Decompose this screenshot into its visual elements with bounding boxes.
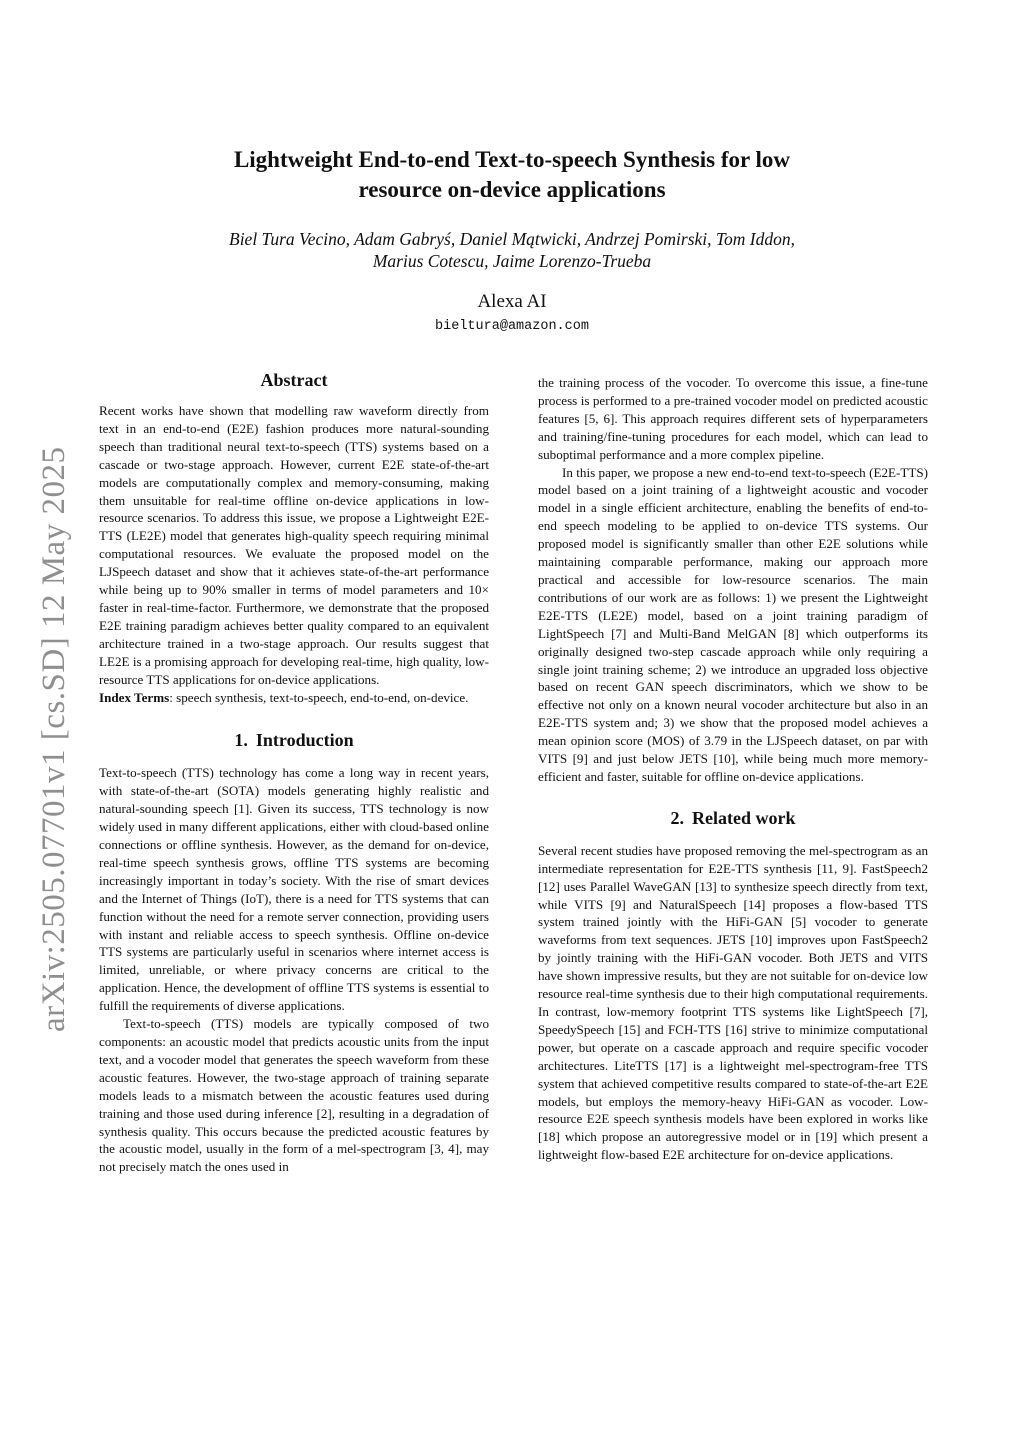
title-line-2: resource on-device applications <box>358 177 666 202</box>
right-column <box>538 374 928 1164</box>
title-line-1: Lightweight End-to-end Text-to-speech Synthesis for low <box>233 147 791 172</box>
index-terms <box>99 689 489 707</box>
left-column <box>99 368 489 1176</box>
section-number: 2. <box>670 807 684 828</box>
abstract-heading: Abstract <box>260 370 328 390</box>
intro-paragraph-3: the training process of the vocoder. To overcome this issue, a fine-tune process is performed to a pre-trained vocoder model on predicted acoustic features [5, 6]. This approach requires different sets of hyperparameters and training/fine-tuning procedures for each model, which can lead to suboptimal performance and a more complex pipeline. <box>538 375 928 462</box>
introduction-heading <box>99 728 489 752</box>
authors-line-2: Marius Cotescu, Jaime Lorenzo-Trueba <box>372 251 652 271</box>
abstract-text: Recent works have shown that modelling raw waveform directly from text in an end-to-end (E2E) fashion produces more natural-sounding speech than traditional neural text-to-speech (TTS) systems based on a cascade or two-stage approach. However, current E2E state-of-the-art models are computationally complex and memory-consuming, making them unsuitable for real-time offline on-device applications in low-resource scenarios. To address this issue, we propose a Lightweight E2E-TTS (LE2E) model that generates high-quality speech requiring minimal computational resources. We evaluate the proposed model on the LJSpeech dataset and show that it achieves state-of-the-art performance while being up to 90% smaller in terms of model parameters and 10× faster in real-time-factor. Furthermore, we demonstrate that the proposed E2E training paradigm achieves better quality compared to an equivalent architecture trained in a two-stage approach. Our results suggest that LE2E is a promising approach for developing real-time, high quality, low-resource TTS applications for on-device applications. <box>99 403 489 687</box>
affiliation: Alexa AI <box>477 291 547 312</box>
related-work-heading <box>538 806 928 830</box>
intro-paragraph-2: Text-to-speech (TTS) models are typically composed of two components: an acoustic model that predicts acoustic units from the input text, and a vocoder model that generates the speech waveform from these acoustic features. However, the two-stage approach of training separate models leads to a mismatch between the acoustic features used during training and those used during inference [2], resulting in a degradation of synthesis quality. This occurs because the predicted acoustic features by the acoustic model, usually in the form of a mel-spectrogram [3, 4], may not precisely match the ones used in <box>99 1016 489 1175</box>
related-work-paragraph-1: Several recent studies have proposed removing the mel-spectrogram as an intermediate representation for E2E-TTS synthesis [11, 9]. FastSpeech2 [12] uses Parallel WaveGAN [13] to synthesize speech directly from text, while VITS [9] and NaturalSpeech [14] proposes a flow-based TTS system trained jointly with the HiFi-GAN [5] vocoder to generate waveforms from text sequences. JETS [10] improves upon FastSpeech2 by jointly training with the HiFi-GAN vocoder. Both JETS and VITS have shown impressive results, but they are not suitable for on-device low resource real-time synthesis due to their high computational requirements. In contrast, low-memory footprint TTS systems like LightSpeech [7], SpeedySpeech [15] and FCH-TTS [16] strive to minimize computational power, but operate on a cascade approach and require specific vocoder architectures. LiteTTS [17] is a lightweight mel-spectrogram-free TTS system that achieved competitive results compared to state-of-the-art E2E models, but employs the memory-heavy HiFi-GAN as vocoder. Low-resource E2E speech synthesis models have been explored in works like [18] which propose an autoregressive model or in [19] which present a lightweight flow-based E2E architecture for on-device applications. <box>538 842 928 1163</box>
author-list <box>140 228 884 272</box>
authors-line-1: Biel Tura Vecino, Adam Gabryś, Daniel Mątwicki, Andrzej Pomirski, Tom Iddon, <box>229 229 795 249</box>
arxiv-identifier: arXiv:2505.07701v1 [cs.SD] 12 May 2025 <box>36 446 72 1032</box>
index-terms-label: Index Terms <box>99 689 170 705</box>
intro-paragraph-4: In this paper, we propose a new end-to-end text-to-speech (E2E-TTS) model based on a joint training of a lightweight acoustic and vocoder model in a single efficient architecture, enabling the benefits of end-to-end speech modeling to be applied to on-device TTS systems. Our proposed model is significantly smaller than other E2E solutions while maintaining comparable performance, making our approach more practical and accessible for low-resource scenarios. The main contributions of our work are as follows: 1) we present the Lightweight E2E-TTS (LE2E) model, based on a joint training paradigm of LightSpeech [7] and Multi-Band MelGAN [8] which outperforms its originally designed two-step cascade approach while only requiring a single joint training scheme; 2) we introduce an upgraded loss objective based on recent GAN speech discriminators, which we show to be effective not only on a known neural vocoder architecture but also in an E2E-TTS system and; 3) we show that the proposed model achieves a mean opinion score (MOS) of 3.79 in the LJSpeech dataset, on par with VITS [9] and just below JETS [10], while being much more memory-efficient and faster, suitable for offline on-device applications. <box>538 464 928 784</box>
paper-title <box>140 145 884 205</box>
intro-paragraph-1: Text-to-speech (TTS) technology has come a long way in recent years, with state-of-the-art (SOTA) models generating highly realistic and natural-sounding speech [1]. Given its success, TTS technology is now widely used in many different applications, either with cloud-based online connections or offline synthesis. However, as the demand for on-device, real-time speech synthesis grows, offline TTS systems are becoming increasingly important in today’s society. With the rise of smart devices and the Internet of Things (IoT), there is a need for TTS systems that can function without the need for a remote server connection, providing users with instant and reliable access to speech synthesis. Offline on-device TTS systems are particularly useful in scenarios where internet access is limited, unreliable, or where privacy concerns are critical to the application. Hence, the development of offline TTS systems is essential to fulfill the requirements of diverse applications. <box>99 765 489 1014</box>
section-number: 1. <box>234 730 248 751</box>
section-title: Introduction <box>255 730 354 751</box>
section-title: Related work <box>692 807 796 828</box>
contact-email[interactable]: bieltura@amazon.com <box>435 319 589 334</box>
index-terms-text: : speech synthesis, text-to-speech, end-to-end, on-device. <box>169 689 469 705</box>
